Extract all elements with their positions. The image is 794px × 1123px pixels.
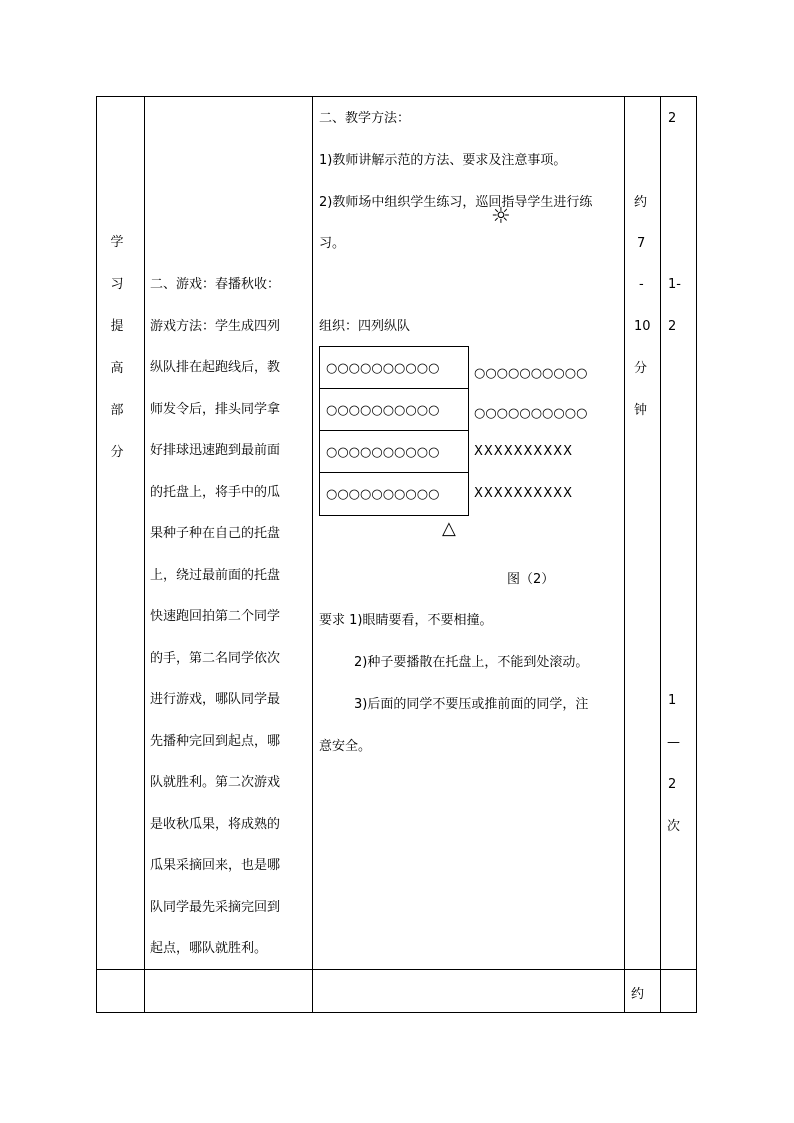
- right-circle-row: ○○○○○○○○○○: [474, 406, 588, 421]
- col-border-1: [144, 96, 145, 1013]
- count-char: 1-: [668, 277, 681, 292]
- time-char: 钟: [634, 403, 648, 418]
- section-char: 高: [110, 361, 124, 376]
- col-border-5: [696, 96, 697, 1013]
- circle-row: ○○○○○○○○○○: [326, 361, 440, 376]
- game-title: 二、游戏：春播秋收：: [150, 277, 281, 292]
- formation-row: [320, 389, 468, 431]
- teacher-triangle-icon: △: [442, 518, 456, 539]
- right-x-row: XXXXXXXXXX: [474, 444, 574, 459]
- game-line: 瓜果采摘回来，也是哪: [150, 858, 281, 873]
- count-char: 2: [668, 777, 677, 792]
- game-line: 游戏方法：学生成四列: [150, 318, 281, 334]
- requirement-1: 要求 1)眼睛要看，不要相撞。: [319, 613, 493, 628]
- requirement-3-cont: 意安全。: [319, 739, 372, 754]
- game-description: [150, 277, 300, 983]
- time-char: 分: [634, 361, 648, 376]
- requirement-3: 3)后面的同学不要压或推前面的同学，注: [354, 697, 589, 712]
- section-char: 学: [110, 235, 124, 250]
- game-line: 队同学最先采摘完回到: [150, 899, 281, 915]
- time-char: 约: [634, 195, 648, 210]
- figure-caption: 图（2）: [507, 572, 555, 587]
- count-char: 2: [668, 111, 677, 126]
- section-char: 部: [110, 403, 124, 418]
- method-title: 二、教学方法：: [319, 111, 411, 126]
- game-line: 的手，第二名同学依次: [150, 650, 281, 666]
- formation-row: [320, 431, 468, 473]
- game-line: 师发令后，排头同学拿: [150, 401, 281, 417]
- game-line: 起点，哪队就胜利。: [150, 941, 268, 956]
- circle-row: ○○○○○○○○○○: [326, 403, 440, 418]
- col-border-2: [312, 96, 313, 1013]
- time-char: 7: [637, 236, 646, 251]
- game-line: 上，绕过最前面的托盘: [150, 567, 281, 583]
- game-line: 果种子种在自己的托盘: [150, 526, 281, 541]
- bottom-time-char: 约: [631, 987, 645, 1002]
- game-line: 的托盘上，将手中的瓜: [150, 484, 281, 500]
- method-item-2-cont: 习。: [319, 236, 346, 251]
- section-char: 分: [110, 445, 124, 460]
- count-char: 2: [668, 319, 677, 334]
- method-item-1: 1)教师讲解示范的方法、要求及注意事项。: [319, 153, 567, 168]
- game-line: 队就胜利。第二次游戏: [150, 775, 281, 790]
- section-char: 提: [110, 319, 124, 334]
- game-line: 是收秋瓜果，将成熟的: [150, 816, 281, 832]
- method-item-2: 2)教师场中组织学生练习，巡回指导学生进行练: [319, 195, 593, 210]
- section-char: 习: [110, 277, 124, 292]
- count-char: 次: [667, 819, 681, 834]
- count-char: 1: [668, 693, 677, 708]
- table-top-border: [96, 96, 697, 97]
- col-border-3: [624, 96, 625, 1013]
- col-border-0: [96, 96, 97, 1013]
- time-char: -: [639, 277, 644, 292]
- game-line: 进行游戏，哪队同学最: [150, 692, 281, 707]
- formation-row: [320, 473, 468, 514]
- game-line: 先播种完回到起点，哪: [150, 733, 281, 749]
- col-border-4: [660, 96, 661, 1013]
- right-x-row: XXXXXXXXXX: [474, 486, 574, 501]
- formation-box: [319, 346, 469, 516]
- right-circle-row: ○○○○○○○○○○: [474, 366, 588, 381]
- game-line: 纵队排在起跑线后，教: [150, 360, 281, 375]
- sun-icon: ☼: [491, 204, 511, 229]
- count-char: —: [667, 735, 680, 750]
- organization-label: 组织：四列纵队: [319, 319, 411, 334]
- formation-row: [320, 347, 468, 389]
- game-line: 好排球迅速跑到最前面: [150, 443, 281, 458]
- time-char: 10: [634, 319, 651, 334]
- requirement-2: 2)种子要播散在托盘上，不能到处滚动。: [354, 655, 589, 670]
- game-line: 快速跑回拍第二个同学: [150, 609, 281, 624]
- circle-row: ○○○○○○○○○○: [326, 445, 440, 460]
- table-bottom-border: [96, 1012, 697, 1013]
- circle-row: ○○○○○○○○○○: [326, 487, 440, 502]
